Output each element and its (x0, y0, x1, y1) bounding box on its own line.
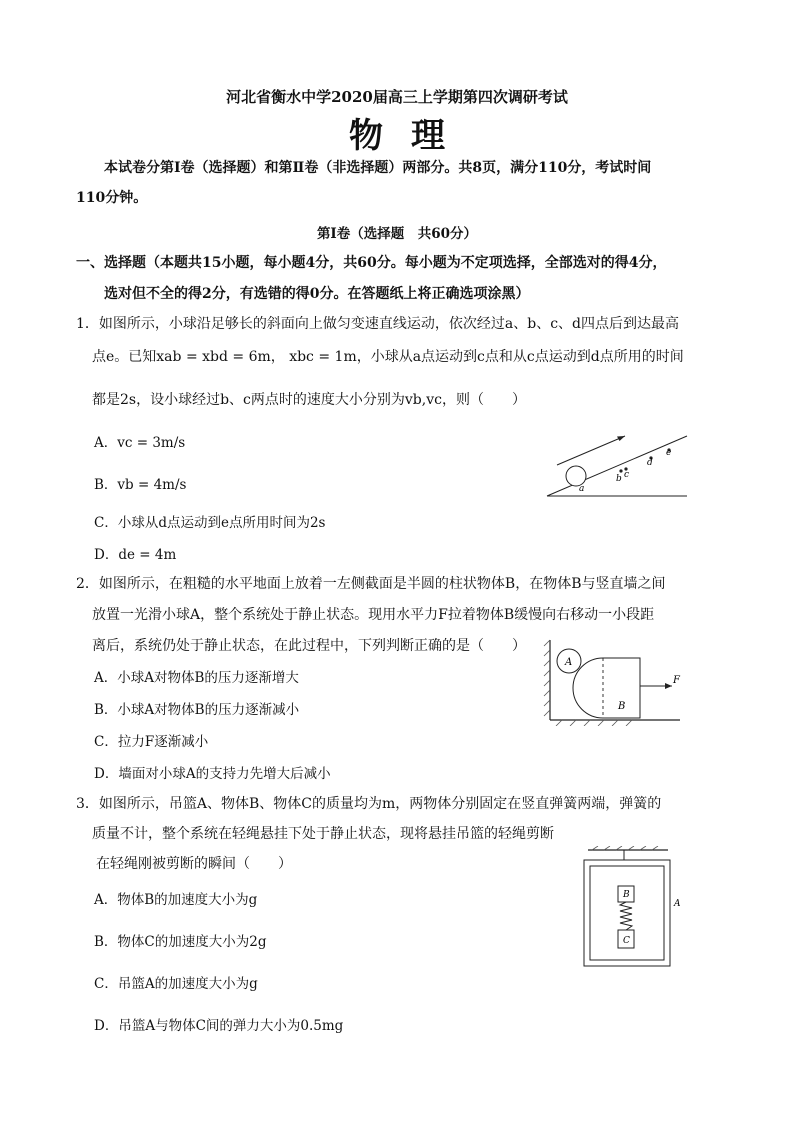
q1-stem-line-3: 都是2s，设小球经过b、c两点时的速度大小分别为vb,vc，则（ ） (92, 392, 526, 408)
exam-intro-line-1: 本试卷分第Ⅰ卷（选择题）和第Ⅱ卷（非选择题）两部分。共8页，满分110分，考试时间 (104, 160, 652, 176)
q3-option-c: C．吊篮A的加速度大小为g (94, 976, 258, 992)
q2-option-a: A．小球A对物体B的压力逐渐增大 (94, 670, 299, 686)
q2-option-d: D．墙面对小球A的支持力先增大后减小 (94, 766, 331, 782)
q3-stem-line-3: 在轻绳刚被剪断的瞬间（ ） (96, 856, 292, 872)
exam-subject-title: 物理 (349, 116, 473, 156)
q3-stem-line-2: 质量不计，整个系统在轻绳悬挂下处于静止状态，现将悬挂吊篮的轻绳剪断 (92, 826, 554, 842)
basket-spring-figure (578, 846, 688, 971)
q1-option-a: A．vc = 3m/s (94, 435, 186, 451)
q3-option-b: B．物体C的加速度大小为2g (94, 934, 267, 950)
section-instructions-line-1: 一、选择题（本题共15小题，每小题4分，共60分。每小题为不定项选择，全部选对的得4分， (76, 255, 667, 271)
incline-label-a: a (579, 484, 585, 494)
part-one-title: 第Ⅰ卷（选择题 共60分） (316, 226, 478, 242)
exam-school-title: 河北省衡水中学2020届高三上学期第四次调研考试 (226, 88, 568, 106)
figure-label-basket-a: A (674, 899, 681, 909)
figure-label-c: C (623, 936, 630, 946)
q1-option-d: D．de = 4m (94, 547, 177, 563)
wall-ball-block-figure (540, 636, 685, 726)
incline-label-d: d (647, 458, 653, 468)
figure-label-ball-a: A (565, 657, 573, 668)
q3-option-d: D．吊篮A与物体C间的弹力大小为0.5mg (94, 1018, 344, 1034)
q2-stem-line-2: 放置一光滑小球A，整个系统处于静止状态。现用水平力F拉着物体B缓慢向右移动一小段距 (92, 607, 655, 623)
figure-label-block-b: B (618, 701, 626, 712)
q2-option-c: C．拉力F逐渐减小 (94, 734, 209, 750)
q3-option-a: A．物体B的加速度大小为g (94, 892, 258, 908)
section-instructions-line-2: 选对但不全的得2分，有选错的得0分。在答题纸上将正确选项涂黑） (104, 286, 530, 302)
incline-label-b: b (616, 474, 622, 484)
figure-label-b: B (623, 890, 630, 900)
incline-label-e: e (666, 448, 672, 458)
q2-stem-line-3: 离后，系统仍处于静止状态，在此过程中，下列判断正确的是（ ） (92, 638, 526, 654)
q1-stem-line-2: 点e。已知xab = xbd = 6m， xbc = 1m，小球从a点运动到c点和从c点运动到d点所用的时间 (92, 349, 684, 365)
incline-figure (545, 425, 690, 500)
q2-option-b: B．小球A对物体B的压力逐渐减小 (94, 702, 300, 718)
q1-stem-line-1: 1．如图所示，小球沿足够长的斜面向上做匀变速直线运动，依次经过a、b、c、d四点后到达最高 (76, 316, 680, 332)
q3-stem-line-1: 3．如图所示，吊篮A、物体B、物体C的质量均为m，两物体分别固定在竖直弹簧两端，弹簧的 (76, 796, 662, 812)
figure-label-force-f: F (673, 675, 680, 686)
exam-intro-line-2: 110分钟。 (76, 190, 148, 206)
q1-option-c: C．小球从d点运动到e点所用时间为2s (94, 515, 326, 531)
q2-stem-line-1: 2．如图所示，在粗糙的水平地面上放着一左侧截面是半圆的柱状物体B，在物体B与竖直墙之间 (76, 576, 666, 592)
q1-option-b: B．vb = 4m/s (94, 477, 187, 493)
incline-label-c: c (624, 470, 630, 480)
